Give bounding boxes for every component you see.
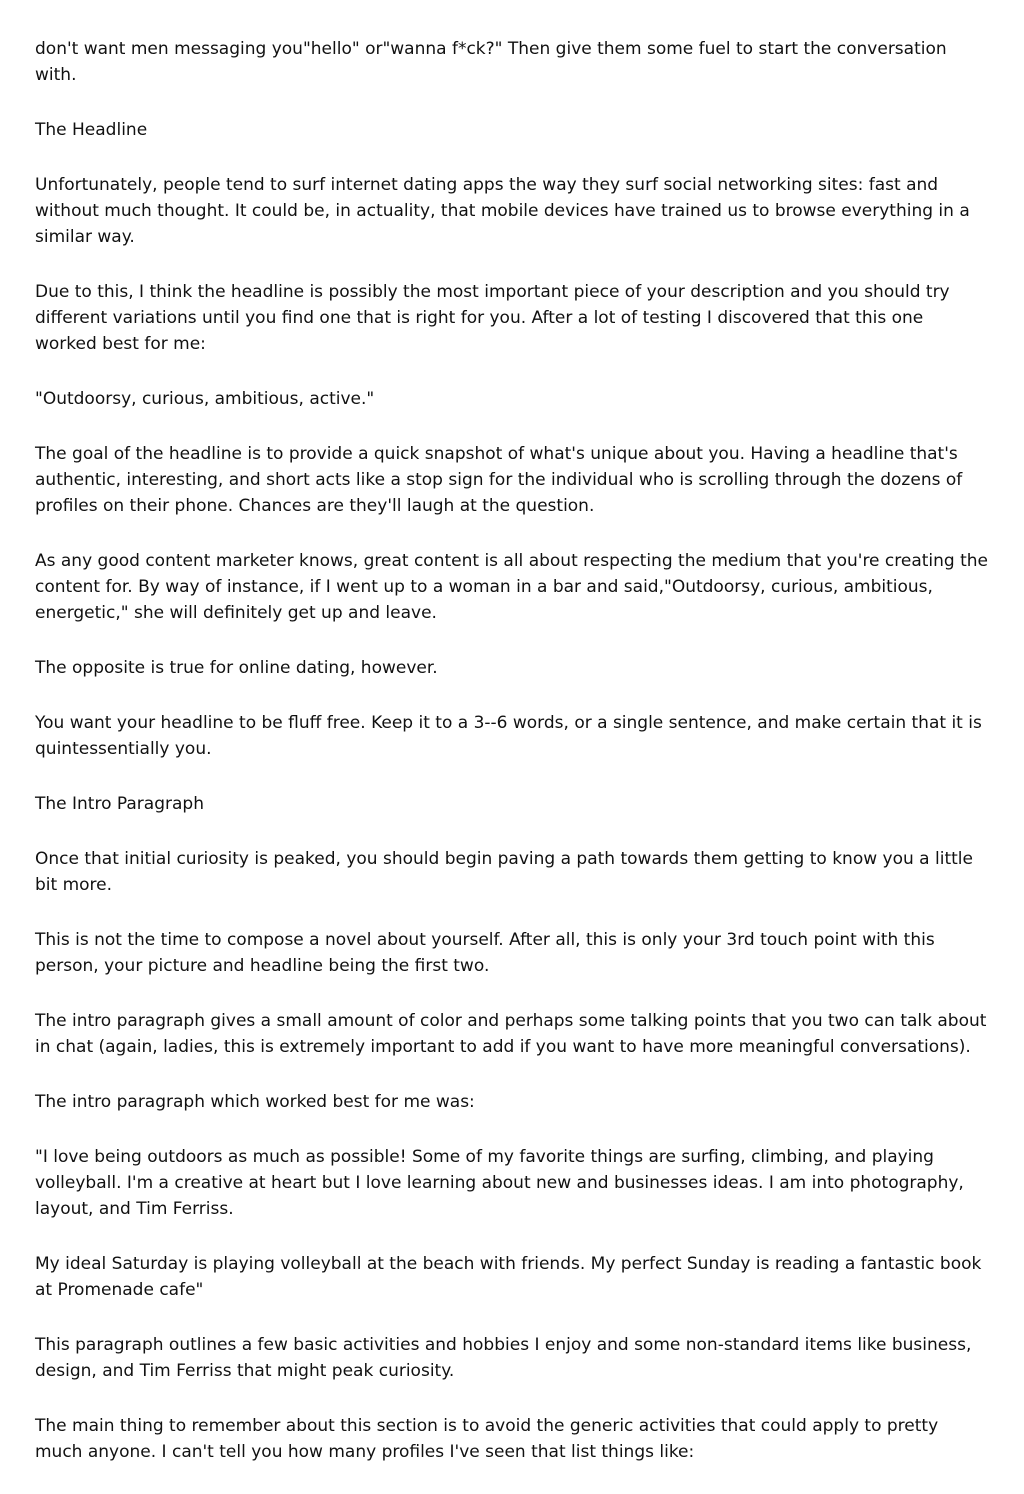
paragraph: The opposite is true for online dating, however. bbox=[35, 658, 438, 678]
quote-intro-example-continued: My ideal Saturday is playing volleyball at the beach with friends. My perfect Sunday is reading a fantastic book at Promenade cafe" bbox=[35, 1254, 982, 1300]
paragraph: Once that initial curiosity is peaked, you should begin paving a path towards them getting to know you a little bit more. bbox=[35, 849, 973, 895]
paragraph: The intro paragraph gives a small amount of color and perhaps some talking points that you two can talk about in chat (again, ladies, this is extremely important to add if you want to have more meaningful conversations). bbox=[35, 1011, 987, 1057]
document-body bbox=[35, 36, 990, 1494]
paragraph: You want your headline to be fluff free. Keep it to a 3--6 words, or a single sentence, and make certain that it is quintessentially you. bbox=[35, 713, 982, 759]
paragraph: This paragraph outlines a few basic activities and hobbies I enjoy and some non-standard items like business, design, and Tim Ferriss that might peak curiosity. bbox=[35, 1335, 972, 1381]
section-heading-headline: The Headline bbox=[35, 120, 148, 140]
paragraph: The main thing to remember about this section is to avoid the generic activities that could apply to pretty much anyone. I can't tell you how many profiles I've seen that list things like: bbox=[35, 1416, 939, 1462]
quote-intro-example: "I love being outdoors as much as possible! Some of my favorite things are surfing, climbing, and playing volleyball. I'm a creative at heart but I love learning about new and businesses ideas. I am into photography, layout, and Tim Ferriss. bbox=[35, 1147, 964, 1219]
paragraph: The intro paragraph which worked best for me was: bbox=[35, 1092, 475, 1112]
paragraph: As any good content marketer knows, great content is all about respecting the medium that you're creating the content for. By way of instance, if I went up to a woman in a bar and said,"Outdoorsy, curious, ambitious, energetic," she will definitely get up and leave. bbox=[35, 551, 989, 623]
paragraph: Due to this, I think the headline is possibly the most important piece of your description and you should try different variations until you find one that is right for you. After a lot of testing I discovered that this one worked best for me: bbox=[35, 282, 950, 354]
paragraph: Unfortunately, people tend to surf internet dating apps the way they surf social networking sites: fast and without much thought. It could be, in actuality, that mobile devices have trained us to browse everything in a similar way. bbox=[35, 175, 970, 247]
quote-headline-example: "Outdoorsy, curious, ambitious, active." bbox=[35, 389, 375, 409]
paragraph: This is not the time to compose a novel about yourself. After all, this is only your 3rd touch point with this person, your picture and headline being the first two. bbox=[35, 930, 935, 976]
paragraph: The goal of the headline is to provide a quick snapshot of what's unique about you. Having a headline that's authentic, interesting, and short acts like a stop sign for the individual who is scrolling through the dozens of profiles on their phone. Chances are they'll laugh at the question. bbox=[35, 444, 963, 516]
paragraph-intro-fragment: don't want men messaging you"hello" or"wanna f*ck?" Then give them some fuel to start the conversation with. bbox=[35, 39, 947, 85]
section-heading-intro-paragraph: The Intro Paragraph bbox=[35, 794, 204, 814]
